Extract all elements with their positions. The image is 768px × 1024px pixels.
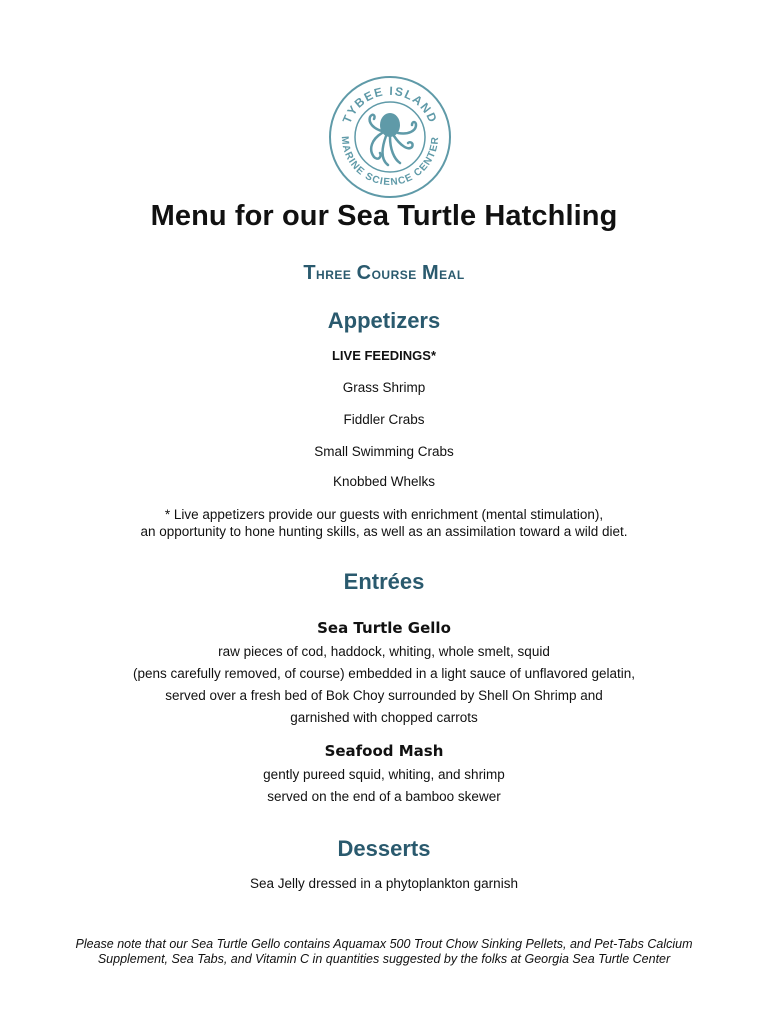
dish-description [0,641,768,729]
description-line: raw pieces of cod, haddock, whiting, whole smelt, squid [218,644,550,659]
description-line: (pens carefully removed, of course) embedded in a light sauce of unflavored gelatin, [132,666,636,681]
footer-line: Supplement, Sea Tabs, and Vitamin C in quantities suggested by the folks at Georgia Sea Turtle Center [97,952,671,966]
live-feedings-heading: LIVE FEEDINGS* [331,348,437,363]
appetizer-note [0,506,768,540]
appetizer-item: Small Swimming Crabs [314,444,454,459]
desserts-heading: Desserts [337,836,431,861]
octopus-icon [370,113,416,165]
logo-top-text: TYBEE ISLAND [339,83,441,126]
description-line: served on the end of a bamboo skewer [267,789,501,804]
appetizer-note-line: an opportunity to hone hunting skills, as well as an assimilation toward a wild diet. [140,524,628,539]
dessert-item: Sea Jelly dressed in a phytoplankton garnish [250,876,518,891]
footer-line: Please note that our Sea Turtle Gello contains Aquamax 500 Trout Chow Sinking Pellets, and Pet-Tabs Calcium [75,937,693,951]
dish-name: Seafood Mash [324,742,444,760]
dish-description [0,764,768,808]
appetizers-heading: Appetizers [327,308,441,333]
tybee-island-logo [328,75,452,199]
description-line: served over a fresh bed of Bok Choy surrounded by Shell On Shrimp and [165,688,603,703]
description-line: garnished with chopped carrots [290,710,478,725]
entrees-heading: Entrées [343,569,425,594]
appetizer-note-line: * Live appetizers provide our guests with enrichment (mental stimulation), [164,507,604,522]
logo-bottom-text: MARINE SCIENCE CENTER [338,135,442,189]
appetizer-item: Knobbed Whelks [332,474,436,489]
menu-subtitle: Three Course Meal [303,262,465,284]
description-line: gently pureed squid, whiting, and shrimp [263,767,505,782]
appetizer-item: Fiddler Crabs [343,412,425,427]
footer-note [0,937,768,967]
page-title: Menu for our Sea Turtle Hatchling [150,200,618,232]
dish-name: Sea Turtle Gello [317,619,451,637]
appetizer-item: Grass Shrimp [342,380,426,395]
